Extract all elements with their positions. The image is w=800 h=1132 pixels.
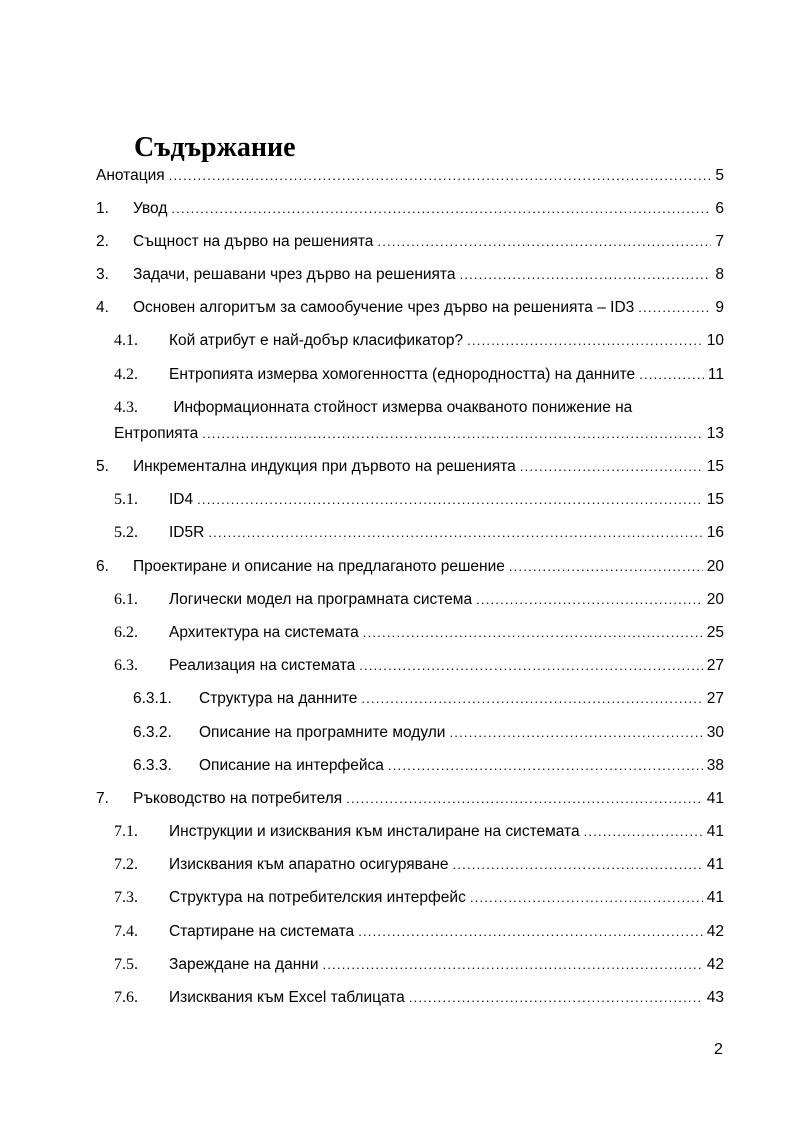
dot-leader: [323, 954, 703, 976]
toc-entry-label: Проектиране и описание на предлаганото решение: [133, 558, 505, 575]
dot-leader: [169, 165, 712, 187]
toc-entry-page: 41: [706, 889, 724, 906]
dot-leader: [197, 489, 703, 511]
toc-entry-7-2[interactable]: [96, 854, 724, 876]
toc-entry-number: 7.1.: [114, 823, 138, 840]
toc-entry-page: 43: [706, 989, 724, 1006]
toc-entry-label: Описание на програмните модули: [199, 724, 446, 741]
toc-entry-label: Стартиране на системата: [169, 923, 355, 940]
toc-entry-6[interactable]: [96, 556, 724, 578]
dot-leader: [467, 330, 703, 352]
toc-entry-4-1[interactable]: [96, 330, 724, 352]
toc-entry-5-2[interactable]: [96, 522, 724, 544]
toc-entry-number: 6.1.: [114, 591, 138, 608]
toc-entry-7-3[interactable]: [96, 887, 724, 909]
toc-entry-number: 7.3.: [114, 889, 138, 906]
toc-entry-number: 6.3.2.: [133, 724, 172, 741]
dot-leader: [459, 264, 711, 286]
toc-entry-page: 13: [706, 425, 724, 442]
dot-leader: [208, 522, 702, 544]
toc-entry-4-2[interactable]: [96, 364, 724, 386]
toc-entry-label: ID4: [169, 491, 194, 508]
toc-entry-page: 15: [706, 491, 724, 508]
toc-entry-label: Ентропията измерва хомогенността (еднородността) на данните: [169, 366, 636, 383]
toc-entry-page: 38: [706, 757, 724, 774]
toc-entry-label-continued: Ентропията: [114, 425, 199, 442]
toc-entry-label: Информационната стойност измерва очакваното понижение на: [173, 399, 633, 416]
toc-entry-page: 15: [706, 458, 724, 475]
toc-entry-page: 8: [715, 266, 724, 283]
toc-entry-page: 16: [706, 524, 724, 541]
dot-leader: [470, 887, 703, 909]
toc-entry-7[interactable]: [96, 788, 724, 810]
toc-entry-number: 6.3.: [114, 657, 138, 674]
toc-entry-label: Логически модел на програмната система: [169, 591, 473, 608]
toc-entry-7-1[interactable]: [96, 821, 724, 843]
dot-leader: [361, 688, 702, 710]
toc-entry-label: Структура на потребителския интерфейс: [169, 889, 466, 906]
toc-entry-6-2[interactable]: [96, 622, 724, 644]
toc-entry-number: 6.2.: [114, 624, 138, 641]
toc-entry-label: Изисквания към Excel таблицата: [169, 989, 405, 1006]
toc-title: Съдържание: [134, 132, 296, 163]
toc-entry-label: Инкрементална индукция при дървото на решенията: [133, 458, 516, 475]
toc-entry-number: 7.5.: [114, 956, 138, 973]
dot-leader: [476, 589, 703, 611]
toc-entry-label: Задачи, решавани чрез дърво на решенията: [133, 266, 456, 283]
toc-entry-page: 27: [706, 657, 724, 674]
toc-entry-number: 6.3.3.: [133, 757, 172, 774]
toc-entry-page: 30: [706, 724, 724, 741]
toc-entry-page: 20: [706, 591, 724, 608]
toc-entry-label: Реализация на системата: [169, 657, 356, 674]
toc-entry-6-3-3[interactable]: [96, 755, 724, 777]
dot-leader: [409, 987, 703, 1009]
toc-entry-page: 42: [706, 923, 724, 940]
toc-entry-page: 41: [706, 790, 724, 807]
toc-entry-number: 4.1.: [114, 332, 138, 349]
dot-leader: [358, 921, 703, 943]
toc-entry-6-1[interactable]: [96, 589, 724, 611]
toc-entry-page: 20: [706, 558, 724, 575]
toc-entry-label: Зареждане на данни: [169, 956, 319, 973]
toc-entry-page: 27: [706, 690, 724, 707]
toc-entry-1[interactable]: [96, 198, 724, 220]
dot-leader: [346, 788, 703, 810]
toc-entry-page: 5: [715, 167, 724, 184]
toc-entry-number: 7.: [96, 790, 109, 807]
dot-leader: [453, 854, 703, 876]
toc-entry-annotation[interactable]: [96, 165, 724, 187]
toc-entry-page: 6: [715, 200, 724, 217]
toc-entry-5-1[interactable]: [96, 489, 724, 511]
toc-entry-5[interactable]: [96, 456, 724, 478]
toc-entry-7-5[interactable]: [96, 954, 724, 976]
toc-entry-label: ID5R: [169, 524, 205, 541]
toc-entry-page: 9: [715, 299, 724, 316]
toc-entry-number: 4.: [96, 299, 109, 316]
toc-entry-number: 7.6.: [114, 989, 138, 1006]
toc-entry-number: 1.: [96, 200, 109, 217]
toc-entry-4[interactable]: [96, 297, 724, 319]
toc-entry-number: 6.3.1.: [133, 690, 172, 707]
toc-entry-page: 7: [715, 233, 724, 250]
toc-entry-page: 41: [706, 856, 724, 873]
dot-leader: [359, 655, 703, 677]
toc-entry-label: Анотация: [96, 167, 165, 184]
dot-leader: [202, 423, 703, 445]
dot-leader: [638, 297, 711, 319]
toc-entry-label: Описание на интерфейса: [199, 757, 384, 774]
dot-leader: [363, 622, 703, 644]
toc-entry-label: Инструкции и изисквания към инсталиране на системата: [169, 823, 580, 840]
toc-entry-page: 11: [707, 366, 724, 383]
toc-entry-number: 4.3.: [114, 399, 138, 416]
toc-entry-7-4[interactable]: [96, 921, 724, 943]
toc-entry-label: Архитектура на системата: [169, 624, 359, 641]
toc-entry-number: 4.2.: [114, 366, 138, 383]
toc-entry-label: Изисквания към апаратно осигуряване: [169, 856, 449, 873]
page-number: 2: [714, 1041, 723, 1058]
toc-entry-label: Увод: [133, 200, 168, 217]
toc-entry-6-3-1[interactable]: [96, 688, 724, 710]
toc-entry-number: 3.: [96, 266, 109, 283]
toc-entry-number: 5.1.: [114, 491, 138, 508]
toc-entry-label: Ръководство на потребителя: [133, 790, 343, 807]
toc-entry-label: Основен алгоритъм за самообучение чрез дърво на решенията – ID3: [133, 299, 635, 316]
dot-leader: [639, 364, 704, 386]
toc-entry-number: 7.2.: [114, 856, 138, 873]
toc-entry-label: Структура на данните: [199, 690, 358, 707]
toc-entry-page: 41: [706, 823, 724, 840]
toc-entry-6-3[interactable]: [96, 655, 724, 677]
toc-entry-number: 2.: [96, 233, 109, 250]
toc-entry-label: Същност на дърво на решенията: [133, 233, 374, 250]
toc-entry-number: 5.2.: [114, 524, 138, 541]
toc-entry-page: 42: [706, 956, 724, 973]
dot-leader: [449, 722, 702, 744]
toc-entry-number: 7.4.: [114, 923, 138, 940]
toc-entry-4-3-first-line[interactable]: [114, 397, 632, 419]
toc-entry-label: Кой атрибут е най-добър класификатор?: [169, 332, 464, 349]
toc-entry-page: 10: [706, 332, 724, 349]
dot-leader: [171, 198, 711, 220]
toc-entry-3[interactable]: [96, 264, 724, 286]
toc-entry-number: 5.: [96, 458, 109, 475]
dot-leader: [520, 456, 703, 478]
dot-leader: [509, 556, 703, 578]
dot-leader: [584, 821, 703, 843]
toc-entry-4-3[interactable]: [96, 423, 724, 445]
toc-entry-7-6[interactable]: [96, 987, 724, 1009]
toc-entry-2[interactable]: [96, 231, 724, 253]
toc-entry-6-3-2[interactable]: [96, 722, 724, 744]
dot-leader: [388, 755, 703, 777]
dot-leader: [377, 231, 711, 253]
toc-entry-page: 25: [706, 624, 724, 641]
toc-entry-number: 6.: [96, 558, 109, 575]
